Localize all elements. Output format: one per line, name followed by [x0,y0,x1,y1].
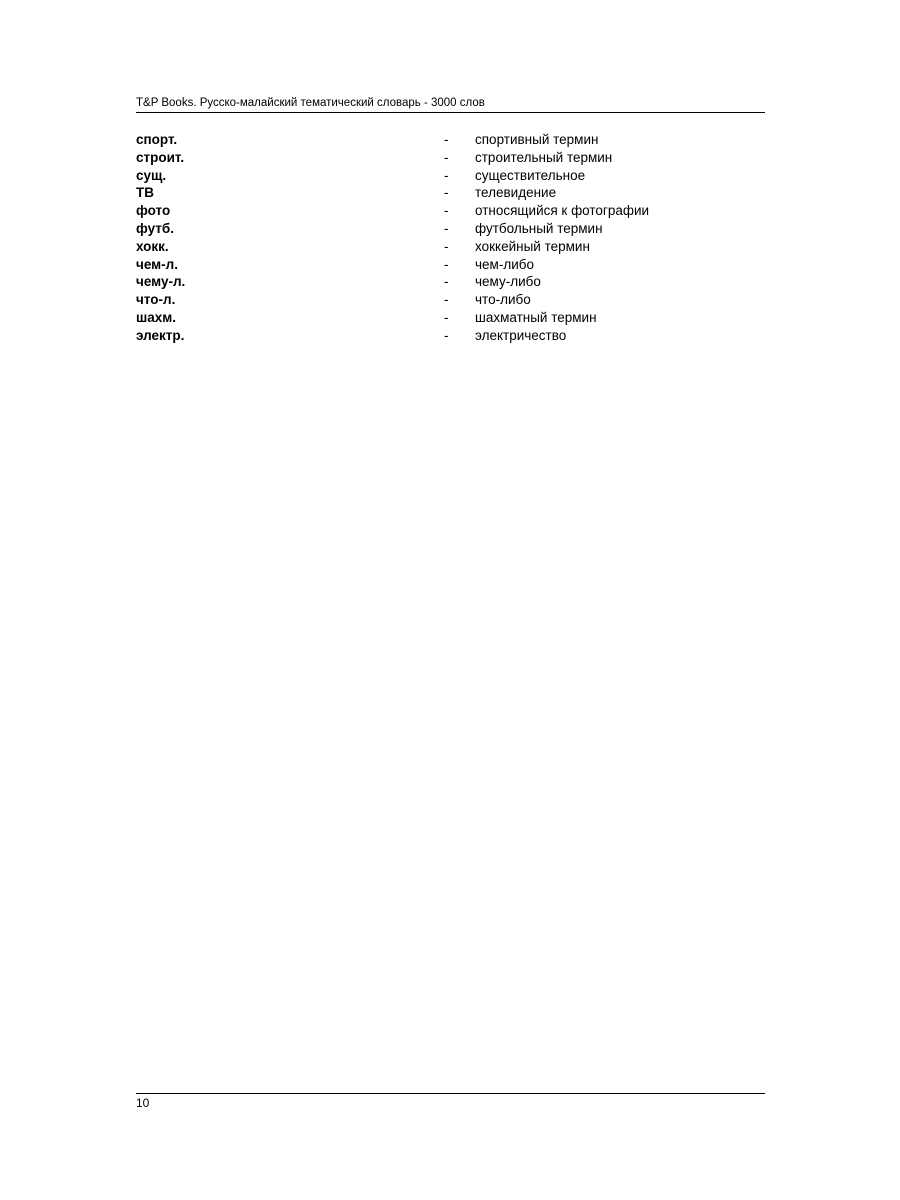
abbreviation-dash: - [444,167,449,183]
abbreviation-dash: - [444,309,449,325]
abbreviation-row [136,309,765,327]
abbreviation-list [136,131,765,345]
abbreviation-term: фото [136,203,171,219]
abbreviation-row [136,256,765,274]
abbreviation-meaning: хоккейный термин [475,238,590,254]
abbreviation-meaning: существительное [475,167,586,183]
abbreviation-term: сущ. [136,167,167,183]
abbreviation-meaning: относящийся к фотографии [475,203,650,219]
abbreviation-dash: - [444,292,449,308]
abbreviation-dash: - [444,149,449,165]
abbreviation-dash: - [444,185,449,201]
running-title: T&P Books. Русско-малайский тематический словарь - 3000 слов [136,97,485,109]
abbreviation-dash: - [444,238,449,254]
abbreviation-meaning: шахматный термин [475,309,597,325]
abbreviation-term: чему-л. [136,274,186,290]
abbreviation-meaning: что-либо [475,292,531,308]
abbreviation-meaning: чему-либо [475,274,541,290]
abbreviation-meaning: спортивный термин [475,132,599,147]
abbreviation-row [136,291,765,309]
abbreviation-term: шахм. [136,309,177,325]
abbreviation-term: хокк. [136,238,169,254]
abbreviation-dash: - [444,203,449,219]
abbreviation-row [136,273,765,291]
abbreviation-meaning: электричество [475,327,567,343]
page-footer [136,1093,765,1110]
abbreviation-row [136,131,765,149]
abbreviation-row [136,238,765,256]
abbreviation-term: что-л. [136,292,176,308]
abbreviation-term: футб. [136,220,175,236]
abbreviation-row [136,184,765,202]
abbreviation-meaning: футбольный термин [475,220,603,236]
abbreviation-dash: - [444,220,449,236]
page-number: 10 [136,1096,150,1110]
abbreviation-term: электр. [136,327,185,343]
abbreviation-row [136,149,765,167]
abbreviation-term: строит. [136,149,185,165]
abbreviation-meaning: строительный термин [475,149,613,165]
abbreviation-dash: - [444,132,449,147]
abbreviation-row [136,220,765,238]
abbreviation-row [136,327,765,345]
abbreviation-dash: - [444,256,449,272]
abbreviation-dash: - [444,274,449,290]
page-header [136,96,765,113]
abbreviation-meaning: телевидение [475,185,557,201]
abbreviation-term: чем-л. [136,256,178,272]
abbreviation-meaning: чем-либо [475,256,534,272]
abbreviation-dash: - [444,327,449,343]
abbreviation-term: спорт. [136,132,178,147]
abbreviation-row [136,167,765,185]
abbreviation-row [136,202,765,220]
abbreviation-term: ТВ [136,185,154,201]
